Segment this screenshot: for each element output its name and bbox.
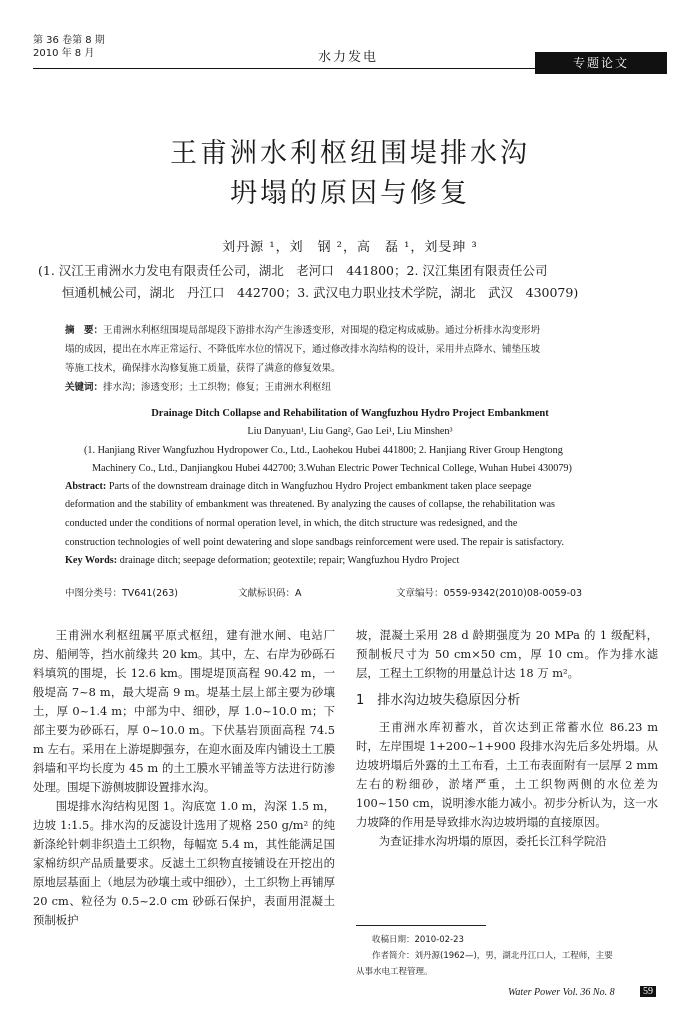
page-number: 59 (640, 986, 656, 997)
volume-issue: 第 36 卷第 8 期 (33, 35, 105, 46)
abstract-en-text-4: construction technologies of well point dewatering and slope sandbags reinforcement were used. The repair is satisfactory. (65, 537, 565, 548)
keywords-cn-text: 排水沟；渗透变形；土工织物；修复；王甫洲水利枢纽 (103, 382, 332, 393)
journal-name: 水力发电 (318, 50, 379, 65)
abstract-cn-line-1 (65, 322, 665, 339)
keywords-en-text: drainage ditch; seepage deformation; geotextile; repair; Wangfuzhou Hydro Project (119, 555, 460, 566)
abstract-cn-label: 摘 要： (65, 325, 104, 336)
affiliation-en-1: (1. Hanjiang River Wangfuzhou Hydropower Co., Ltd., Laohekou Hubei 441800; 2. Hanjiang River Group Hengtong (84, 445, 563, 456)
left-paragraph-1: 王甫洲水利枢纽属平原式枢纽，建有泄水闸、电站厂房、船闸等，挡水前缘共 20 km。其中，左、右岸为砂砾石料填筑的围堤，长 12.6 km。围堤堤顶高程 90.42 m，一般堤高 7~8 m，最大堤高 9 m。堤基土层上部主要为砂壤土，厚 0~1.4 m；中部为中、细砂，厚 1.0~10.0 m；下部主要为砂砾石，厚 0~10.0 m。下伏基岩顶面高程 74.5 m 左右。采用在上游堤脚强夯，在迎水面及库内铺设土工膜斜墙和平均长度为 45 m 的土工膜水平铺盖等方法进行防渗处理。围堤下游侧坡脚设置排水沟。 (33, 628, 335, 794)
keywords-en-label: Key Words: (65, 555, 118, 566)
affiliation-cn-2: 恒通机械公司，湖北 丹江口 442700；3. 武汉电力职业技术学院，湖北 武汉 430079) (62, 285, 579, 300)
document-code: 文献标识码：A (238, 588, 302, 599)
title-en: Drainage Ditch Collapse and Rehabilitation of Wangfuzhou Hydro Project Embankment (151, 408, 549, 419)
article-number: 文章编号：0559-9342(2010)08-0059-03 (396, 588, 583, 599)
keywords-en (65, 552, 677, 569)
title-line-2: 坍塌的原因与修复 (230, 178, 470, 209)
keywords-cn (65, 379, 665, 396)
abstract-en-text-1: Parts of the downstream drainage ditch in Wangfuzhou Hydro Project embankment taken place seepage (108, 481, 532, 492)
abstract-en-text-2: deformation and the stability of embankment was threatened. By analyzing the causes of collapse, the rehabilitation was (65, 499, 555, 510)
title-line-1: 王甫洲水利枢纽围堤排水沟 (170, 138, 530, 169)
abstract-en-line-1 (65, 478, 677, 495)
abstract-en-text-3: conducted under the conditions of normal operation level, in which, the ditch structure was redesigned, and the (65, 518, 518, 529)
authors-cn: 刘丹源 ¹，刘 钢 ²，高 磊 ¹，刘旻珅 ³ (222, 240, 478, 255)
abstract-cn-text-3: 等施工技术，确保排水沟修复施工质量，获得了满意的修复效果。 (65, 363, 341, 374)
abstract-cn-text-2: 塌的成因，提出在水库正常运行、不降低库水位的情况下，通过修改排水沟结构的设计，采用井点降水、铺垫压坡 (65, 344, 541, 355)
footnote-rule (356, 925, 486, 926)
keywords-cn-label: 关键词： (65, 382, 104, 393)
abstract-en-label: Abstract: (65, 481, 107, 492)
header-rule (33, 68, 535, 69)
right-paragraph-3: 为查证排水沟坍塌的原因，委托长江科学院沿 (378, 834, 607, 848)
affiliation-cn-1: (1. 汉江王甫洲水力发电有限责任公司，湖北 老河口 441800；2. 汉江集团有限责任公司 (38, 263, 548, 278)
right-paragraph-2: 王甫洲水库初蓄水，首次达到正常蓄水位 86.23 m 时，左岸围堤 1+200~1+900 段排水沟先后多处坍塌。从边坡坍塌后外露的土工布看，土工布表面附有一层厚 2 mm 左右的粉细砂，淤堵严重，土工织物两侧的水位差为 100~150 cm，说明渗水能力减小。初步分析认为，这一水力坡降的作用是导致排水沟边坡坍塌的直接原因。 (356, 720, 658, 829)
issue-date: 2010 年 8 月 (33, 48, 95, 59)
footer-journal: Water Power Vol. 36 No. 8 (508, 987, 615, 998)
author-intro-1: 作者简介：刘丹源(1962—)，男，湖北丹江口人，工程师，主要 (372, 951, 613, 961)
clc-number: 中图分类号：TV641(263) (65, 588, 178, 599)
left-column (33, 626, 335, 930)
received-date: 收稿日期：2010-02-23 (372, 935, 464, 945)
affiliation-en-2: Machinery Co., Ltd., Danjiangkou Hubei 442700; 3.Wuhan Electric Power Technical College, Wuhan Hubei 430079) (92, 463, 572, 474)
authors-en: Liu Danyuan¹, Liu Gang², Gao Lei¹, Liu Minshen³ (247, 426, 453, 437)
left-paragraph-2: 围堤排水沟结构见图 1。沟底宽 1.0 m，沟深 1.5 m，边坡 1:1.5。排水沟的反滤设计选用了规格 250 g/m² 的纯新涤纶针刺非织造土工织物，每幅宽 5.4 m，其性能满足国家棉纺织产品质量要求。反滤土工织物直接铺设在开挖出的原地层基面上（地层为砂壤土或中细砂），土工织物上再铺厚 20 cm、粒径为 0.5~2.0 cm 砂砾石保护，表面用混凝土预制板护 (33, 799, 335, 927)
abstract-cn-text-1: 王甫洲水利枢纽围堤局部堤段下游排水沟产生渗透变形，对围堤的稳定构成威胁。通过分析排水沟变形坍 (103, 325, 541, 336)
right-paragraph-1: 坡，混凝土采用 28 d 龄期强度为 20 MPa 的 1 级配料，预制板尺寸为 50 cm×50 cm，厚 10 cm。作为排水滤层，工程土工织物的用量总计达 18 万 m²。 (356, 628, 658, 680)
section-1-heading: 1 排水沟边坡失稳原因分析 (356, 693, 521, 708)
author-intro-2: 从事水电工程管理。 (356, 967, 433, 977)
right-column (356, 626, 658, 851)
column-tag-banner: 专题论文 (535, 52, 667, 74)
